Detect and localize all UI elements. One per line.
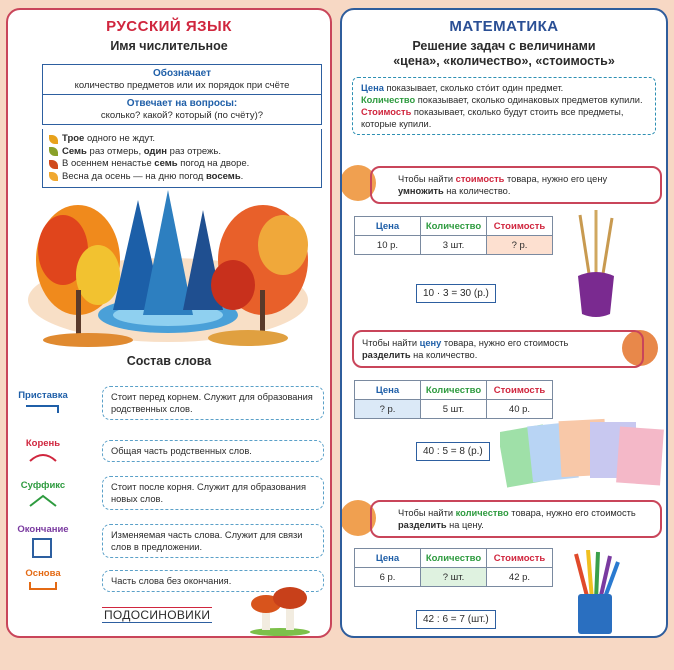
price-formula: 40 : 5 = 8 (р.) [416, 442, 490, 461]
russian-panel [6, 8, 332, 638]
proverb-item: Весна да осень — на дню погод восемь. [49, 171, 315, 184]
cost-formula: 10 · 3 = 30 (р.) [416, 284, 496, 303]
math-title: МАТЕМАТИКА [449, 18, 559, 35]
prefix-label: Приставка [18, 390, 68, 401]
root-label: Корень [25, 438, 61, 449]
proverb-item: Трое одного не ждут. [49, 133, 315, 146]
root-description: Общая часть родственных слов. [102, 440, 324, 462]
suffix-icon [28, 494, 58, 508]
leaf-icon [49, 160, 58, 169]
leaf-icon [49, 172, 58, 181]
denotes-heading: Обозначает [153, 68, 211, 79]
math-subtitle: Решение задач с величинами «цена», «количество», «стоимость» [393, 39, 615, 68]
numeral-subtitle: Имя числительное [110, 39, 228, 53]
word-structure-heading: Состав слова [126, 354, 212, 368]
definition-cost: Стоимость показывает, сколько будут стоить все предметы, которые купили. [361, 107, 624, 129]
autumn-forest-illustration [8, 190, 330, 350]
cost-table: Цена Количество Стоимость 10 р. 3 шт. ? р. [354, 216, 553, 255]
mushroom-illustration [248, 584, 312, 636]
proverbs-list [42, 129, 322, 188]
rule-find-quantity: Чтобы найти количество товара, нужно его стоимость разделить на цену. [370, 500, 662, 538]
prefix-description: Стоит перед корнем. Служит для образования родственных слов. [102, 386, 324, 420]
rule-find-cost: Чтобы найти стоимость товара, нужно его цену умножить на количество. [370, 166, 662, 204]
quantity-formula: 42 : 6 = 7 (шт.) [416, 610, 496, 629]
stem-description: Часть слова без окончания. [102, 570, 324, 592]
stem-icon [28, 580, 58, 590]
math-panel [340, 8, 668, 638]
russian-title: РУССКИЙ ЯЗЫК [106, 18, 232, 35]
prefix-icon [24, 404, 60, 414]
numeral-definition-box [42, 64, 322, 125]
denotes-text: количество предметов или их порядок при счёте [74, 80, 290, 91]
root-icon [28, 452, 58, 462]
leaf-icon [49, 147, 58, 156]
example-word: ПОДОСИНОВИКИ [104, 608, 211, 622]
pencil-cup-illustration [566, 550, 626, 636]
definition-quantity: Количество показывает, сколько одинаковых предметов купили. [361, 95, 643, 105]
answers-heading: Отвечает на вопросы: [126, 98, 238, 109]
ending-icon [32, 538, 52, 558]
answers-text: сколько? какой? который (по счёту)? [100, 110, 264, 121]
ending-description: Изменяемая часть слова. Служит для связи слов в предложении. [102, 524, 324, 558]
leaf-icon [49, 135, 58, 144]
suffix-label: Суффикс [20, 480, 66, 491]
suffix-description: Стоит после корня. Служит для образования новых слов. [102, 476, 324, 510]
price-table: Цена Количество Стоимость ? р. 5 шт. 40 р. [354, 380, 553, 419]
proverb-item: Семь раз отмерь, один раз отрежь. [49, 146, 315, 159]
brushes-jar-illustration [566, 210, 626, 320]
rule-find-price: Чтобы найти цену товара, нужно его стоимость разделить на количество. [352, 330, 644, 368]
definitions-box [352, 77, 656, 135]
proverb-item: В осеннем ненастье семь погод на дворе. [49, 158, 315, 171]
stem-label: Основа [25, 568, 61, 579]
quantity-table: Цена Количество Стоимость 6 р. ? шт. 42 р. [354, 548, 553, 587]
ending-label: Окончание [17, 524, 69, 535]
definition-price: Цена показывает, сколько стóит один предмет. [361, 83, 564, 93]
notebooks-illustration [500, 410, 668, 494]
